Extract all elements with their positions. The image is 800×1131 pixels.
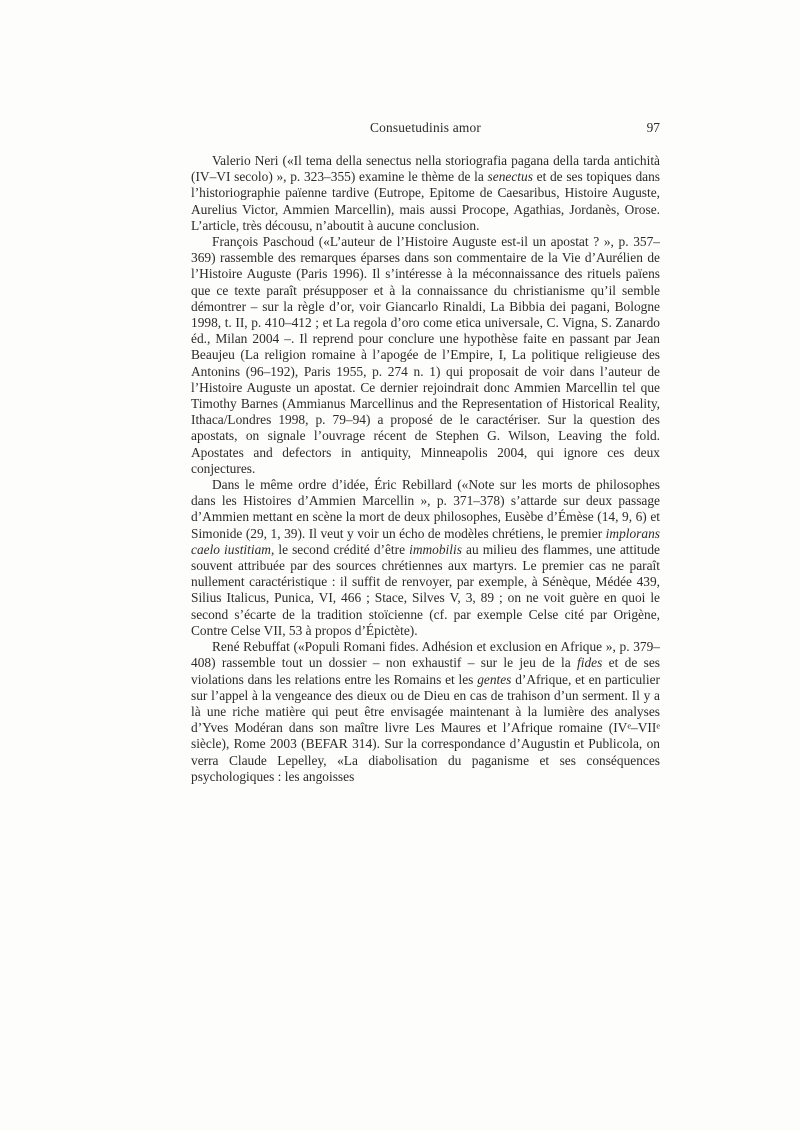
paragraph — [191, 477, 660, 639]
text-run: , le second crédité d’être — [270, 541, 410, 557]
text-run: René Rebuffat («Populi Romani fides. Adhésion et exclusion en Afrique », p. 379–408) rassemble tout un dossier – non exhaustif – sur le jeu de la — [191, 639, 660, 671]
text-run: au milieu des flammes, une attitude souvent attribuée par des sources chrétiennes aux martyrs. Le premier cas ne paraît nullement caractéristique : il suffit de renvoyer, par exemple, à Sénèque, Médée 439, Silius Italicus, Punica, VI, 466 ; Stace, Silves V, 3, 89 ; on ne voit guère en quoi le second s’écarte de la tradition stoïcienne (cf. par exemple Celse cité par Origène, Contre Celse VII, 53 à propos d’Épictète). — [191, 541, 660, 638]
text-run: et de ses topiques dans l’historiographie païenne tardive (Eutrope, Epitome de Caesaribus, Histoire Auguste, Aurelius Victor, Ammien Marcellin), mais aussi Procope, Agathias, Jordanès, Orose. L’article, très décousu, n’aboutit à aucune conclusion. — [191, 169, 661, 233]
paragraph — [191, 153, 660, 234]
paragraph — [191, 639, 660, 785]
running-head — [191, 120, 660, 138]
superscript-run: e — [627, 721, 632, 731]
page-title: Consuetudinis amor — [369, 120, 482, 135]
page-number: 97 — [646, 120, 660, 135]
text-run: Dans le même ordre d’idée, Éric Rebillard («Note sur les morts de philosophes dans les Histoires d’Ammien Marcellin », p. 371–378) s’attarde sur deux passage d’Ammien mettant en scène la mort de deux philosophes, Eusèbe d’Émèse (14, 9, 6) et Simonide (29, 1, 39). Il veut y voir un écho de modèles chrétiens, le premier — [191, 477, 660, 541]
page-text — [191, 153, 660, 785]
text-run: et de ses violations dans les relations entre les Romains et les — [191, 655, 660, 687]
text-run: François Paschoud («L’auteur de l’Histoire Auguste est-il un apostat ? », p. 357–369) rassemble des remarques éparses dans son commentaire de la Vie d’Aurélien de l’Histoire Auguste (Paris 1996). Il s’intéresse à la méconnaissance des rituels païens que ce texte paraît présupposer et à la connaissance du christianisme qu’il semble démontrer – sur la règle d’or, voir Giancarlo Rinaldi, La Bibbia dei pagani, Bologne 1998, t. II, p. 410–412 ; et La regola d’oro come etica universale, C. Vigna, S. Zanardo éd., Milan 2004 –. Il reprend pour conclure une hypothèse faite en passant par Jean Beaujeu (La religion romaine à l’apogée de l’Empire, I, La politique religieuse des Antonins (96–192), Paris 1955, p. 274 n. 1) qui proposait de voir dans l’auteur de l’Histoire Auguste un apostat. Ce dernier rejoindrait donc Ammien Marcellin tel que Timothy Barnes (Ammianus Marcellinus and the Representation of Historical Reality, Ithaca/Londres 1998, p. 79–94) a proposé de le caractériser. Sur la question des apostats, on signale l’ouvrage récent de Stephen G. Wilson, Leaving the fold. Apostates and defectors in antiquity, Minneapolis 2004, qui ignore ces deux conjectures. — [191, 234, 660, 476]
superscript-run: e — [656, 721, 660, 731]
text-run: siècle), Rome 2003 (BEFAR 314). Sur la correspondance d’Augustin et Publicola, on verra Claude Lepelley, «La diabolisation du paganisme et ses conséquences psychologiques : les angoisses — [191, 736, 660, 784]
italic-run: gentes — [477, 671, 512, 687]
paragraph — [191, 234, 660, 477]
italic-run: implorans caelo iustitiam — [191, 525, 660, 557]
italic-run: immobilis — [409, 541, 462, 557]
text-run: Valerio Neri («Il tema della senectus nella storiografia pagana della tarda antichità (IV–VI secolo) », p. 323–355) examine le thème de la — [191, 153, 660, 185]
text-run: d’Afrique, et en particulier sur l’appel à la vengeance des dieux ou de Dieu en cas de trahison d’un serment. Il y a là une riche matière qui peut être envisagée maintenant à la lumière des analyses d’Yves Modéran dans son maître livre Les Maures et l’Afrique romaine (IV — [191, 671, 661, 736]
text-run: –VII — [631, 720, 657, 736]
italic-run: fides — [577, 655, 603, 671]
italic-run: senectus — [487, 169, 533, 185]
